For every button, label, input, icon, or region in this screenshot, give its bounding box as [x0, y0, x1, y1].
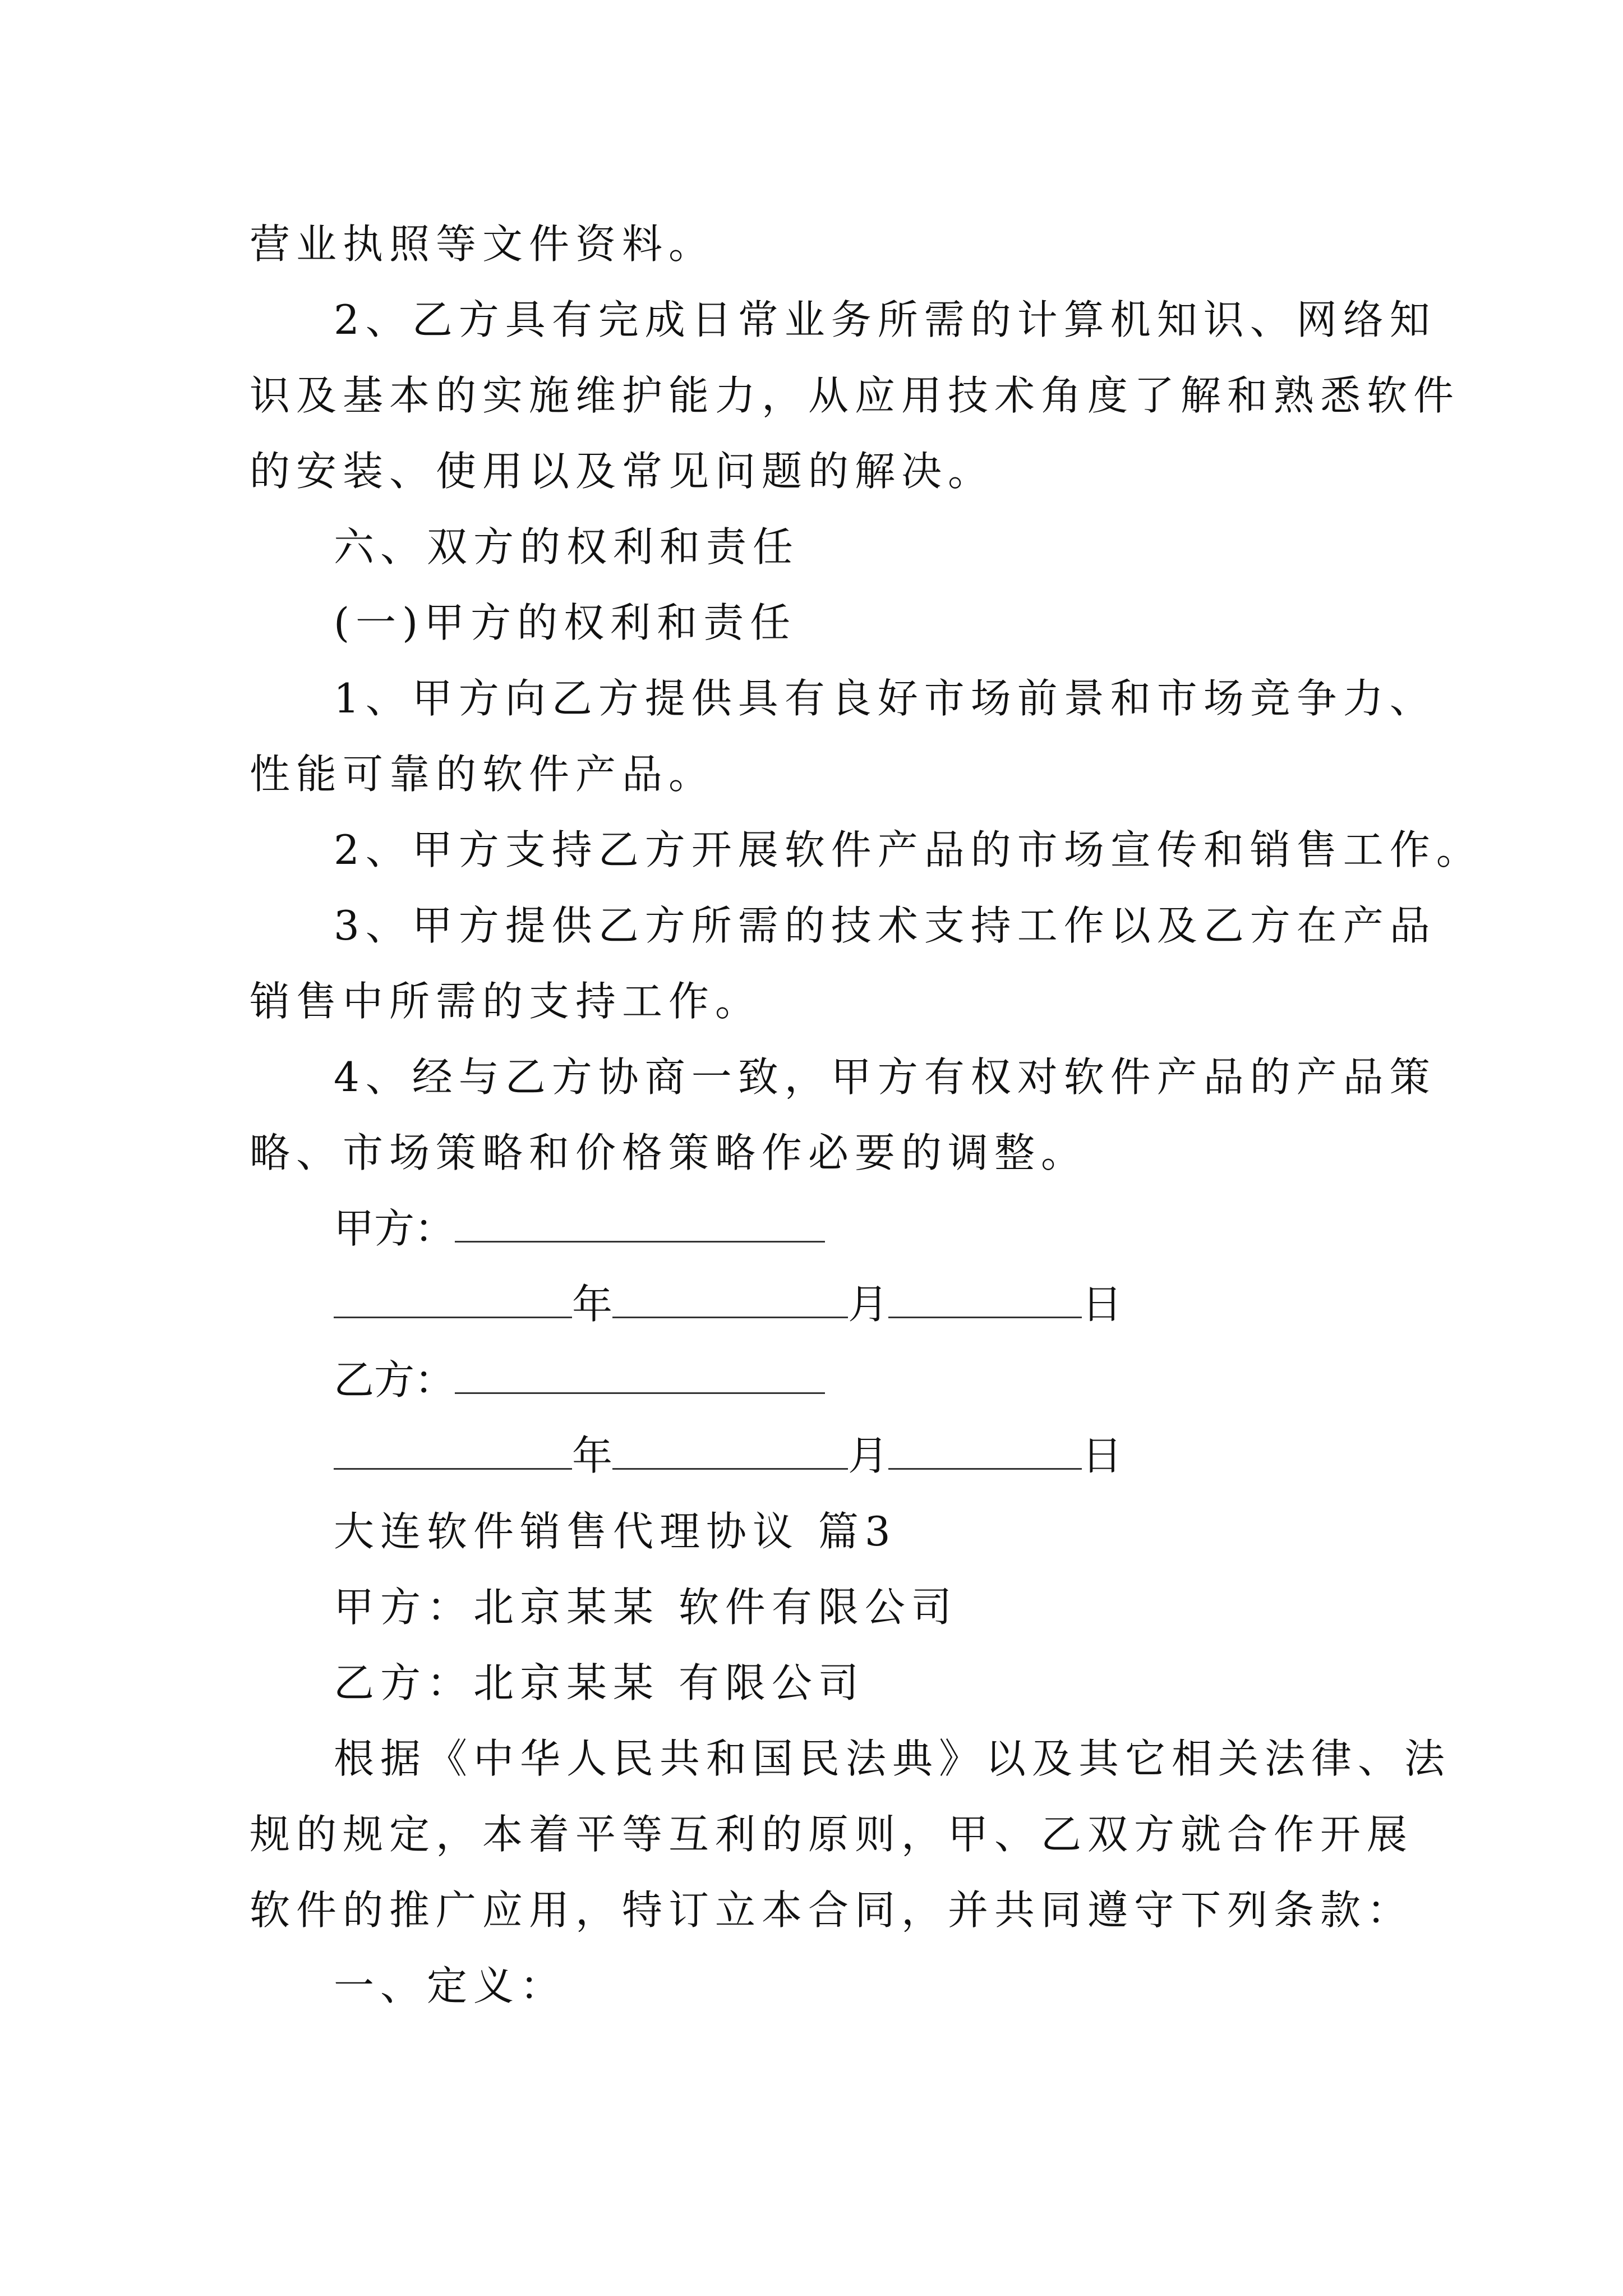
- day-label: 日: [1082, 1281, 1123, 1328]
- year-label: 年: [572, 1432, 613, 1479]
- paragraph-line: 1、甲方向乙方提供具有良好市场前景和市场竞争力、: [334, 675, 1436, 722]
- day-label: 日: [1082, 1432, 1123, 1479]
- date-row-party-b: [334, 1428, 1122, 1484]
- month-label: 月: [848, 1281, 889, 1328]
- month-blank[interactable]: [612, 1282, 848, 1318]
- paragraph-line: 的安装、使用以及常见问题的解决。: [250, 448, 995, 495]
- paragraph-line: 2、乙方具有完成日常业务所需的计算机知识、网络知: [334, 296, 1436, 343]
- party-b-line: 乙方：北京某某 有限公司: [334, 1659, 865, 1706]
- day-blank[interactable]: [888, 1433, 1082, 1470]
- paragraph-line: 营业执照等文件资料。: [250, 220, 716, 268]
- paragraph-line: 根据《中华人民共和国民法典》以及其它相关法律、法: [334, 1735, 1451, 1782]
- paragraph-line: 4、经与乙方协商一致，甲方有权对软件产品的产品策: [334, 1053, 1436, 1101]
- paragraph-line: 软件的推广应用，特订立本合同，并共同遵守下列条款：: [250, 1887, 1414, 1934]
- year-blank[interactable]: [334, 1282, 572, 1318]
- paragraph-line: 3、甲方提供乙方所需的技术支持工作以及乙方在产品: [334, 902, 1436, 949]
- section-heading: 一、定义：: [334, 1962, 567, 2009]
- signature-row-party-a: [334, 1200, 825, 1257]
- party-a-line: 甲方：北京某某 软件有限公司: [334, 1584, 958, 1631]
- month-label: 月: [848, 1432, 889, 1479]
- paragraph-line: 销售中所需的支持工作。: [250, 978, 762, 1025]
- signature-blank[interactable]: [455, 1206, 825, 1243]
- signature-row-party-b: [334, 1352, 825, 1408]
- paragraph-line: 识及基本的实施维护能力，从应用技术角度了解和熟悉软件: [250, 372, 1460, 419]
- month-blank[interactable]: [612, 1433, 848, 1470]
- date-row-party-a: [334, 1276, 1122, 1332]
- signature-label: 乙方：: [334, 1356, 455, 1404]
- subsection-heading: (一)甲方的权利和责任: [334, 599, 797, 646]
- day-blank[interactable]: [888, 1282, 1082, 1318]
- year-label: 年: [572, 1281, 613, 1328]
- paragraph-line: 规的规定，本着平等互利的原则，甲、乙双方就合作开展: [250, 1811, 1414, 1858]
- signature-blank[interactable]: [455, 1358, 825, 1394]
- paragraph-line: 性能可靠的软件产品。: [250, 751, 716, 798]
- agreement-title: 大连软件销售代理协议 篇3: [334, 1508, 897, 1555]
- year-blank[interactable]: [334, 1433, 572, 1470]
- signature-label: 甲方：: [334, 1205, 455, 1252]
- paragraph-line: 略、市场策略和价格策略作必要的调整。: [250, 1129, 1088, 1176]
- paragraph-line: 2、甲方支持乙方开展软件产品的市场宣传和销售工作。: [334, 826, 1483, 873]
- section-heading: 六、双方的权利和责任: [334, 523, 800, 570]
